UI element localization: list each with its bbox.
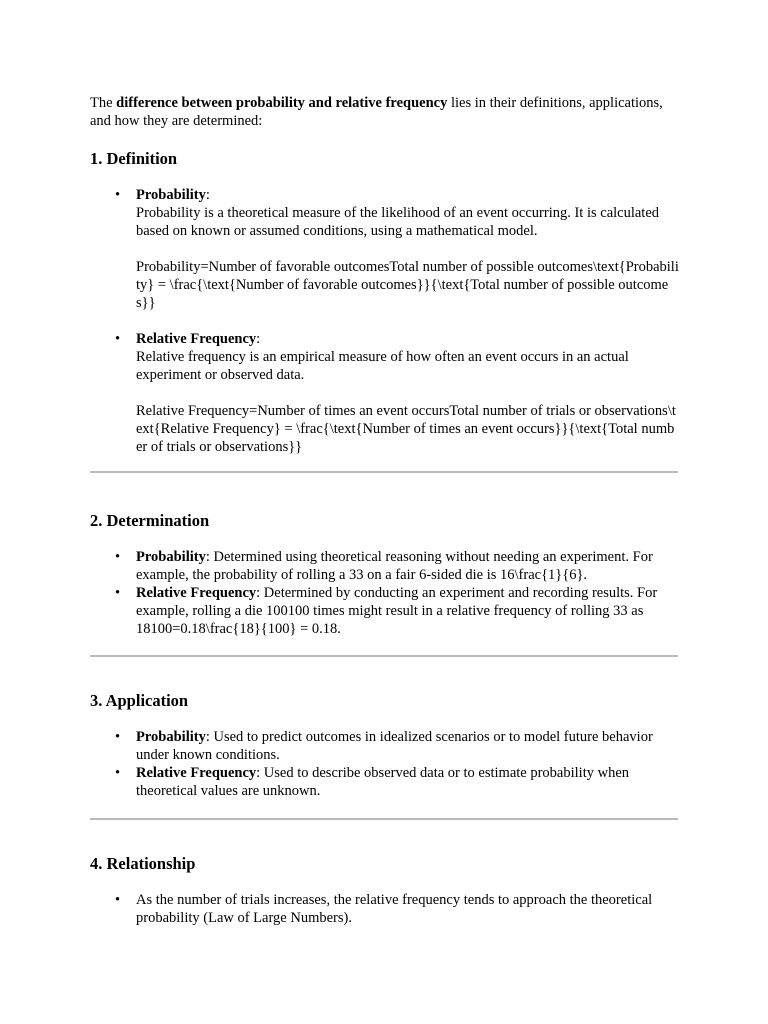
- item-text: : Determined using theoretical reasoning without needing an experiment. For example, the probability of rolling a 33 on a fair 6-sided die is 16\frac{1}{6}.: [136, 549, 653, 583]
- determination-list: [90, 548, 680, 638]
- relative-frequency-formula: Relative Frequency=Number of times an event occursTotal number of trials or observations\text{Relative Frequency} = \frac{\text{Number of times an event occurs}}{\text{Total number of trials or observations}}: [136, 403, 676, 455]
- item-text: As the number of trials increases, the relative frequency tends to approach the theoretical probability (Law of Large Numbers).: [136, 892, 653, 926]
- determination-item-probability: [136, 548, 680, 584]
- section-heading-relationship: 4. Relationship: [90, 854, 196, 873]
- section-divider: [90, 655, 678, 657]
- definition-item-relative-frequency: [136, 330, 680, 456]
- section-divider: [90, 818, 678, 820]
- item-text: : Determined by conducting an experiment and recording results. For example, rolling a die 100100 times might result in a relative frequency of rolling 33 as 18100=0.18\frac{18}{100} = 0.18.: [136, 585, 658, 637]
- section-heading-determination: 2. Determination: [90, 511, 210, 530]
- section-heading-definition: 1. Definition: [90, 149, 178, 168]
- definition-term-line: [136, 186, 680, 204]
- term-separator: :: [256, 331, 261, 347]
- application-list: [90, 728, 680, 800]
- application-item-relative-frequency: [136, 764, 680, 800]
- intro-prefix: The: [90, 95, 117, 111]
- definition-term: Relative Frequency: [136, 331, 257, 347]
- relationship-item: [136, 891, 680, 927]
- item-text: : Used to predict outcomes in idealized scenarios or to model future behavior under known conditions.: [136, 729, 653, 763]
- document-body: [90, 94, 680, 927]
- relationship-list: [90, 891, 680, 927]
- section-divider: [90, 471, 678, 473]
- determination-item-relative-frequency: [136, 584, 680, 638]
- probability-formula: Probability=Number of favorable outcomesTotal number of possible outcomes\text{Probability} = \frac{\text{Number of favorable outcomes}}{\text{Total number of possible outcomes}}: [136, 259, 679, 311]
- item-term: Relative Frequency: [136, 585, 257, 601]
- item-text: : Used to describe observed data or to estimate probability when theoretical values are unknown.: [136, 765, 630, 799]
- definition-term-line: [136, 330, 680, 348]
- intro-bold: difference between probability and relative frequency: [116, 95, 448, 111]
- intro-paragraph: [90, 94, 680, 130]
- definition-description: Probability is a theoretical measure of the likelihood of an event occurring. It is calculated based on known or assumed conditions, using a mathematical model.: [136, 205, 660, 239]
- definition-list: [90, 186, 680, 456]
- term-separator: :: [205, 187, 210, 203]
- definition-term: Probability: [136, 187, 206, 203]
- item-term: Probability: [136, 549, 206, 565]
- definition-item-probability: [136, 186, 680, 312]
- definition-description: Relative frequency is an empirical measure of how often an event occurs in an actual experiment or observed data.: [136, 349, 629, 383]
- item-term: Relative Frequency: [136, 765, 257, 781]
- application-item-probability: [136, 728, 680, 764]
- section-heading-application: 3. Application: [90, 691, 189, 710]
- item-term: Probability: [136, 729, 206, 745]
- intro-suffix: lies in their definitions, applications, and how they are determined:: [90, 95, 663, 129]
